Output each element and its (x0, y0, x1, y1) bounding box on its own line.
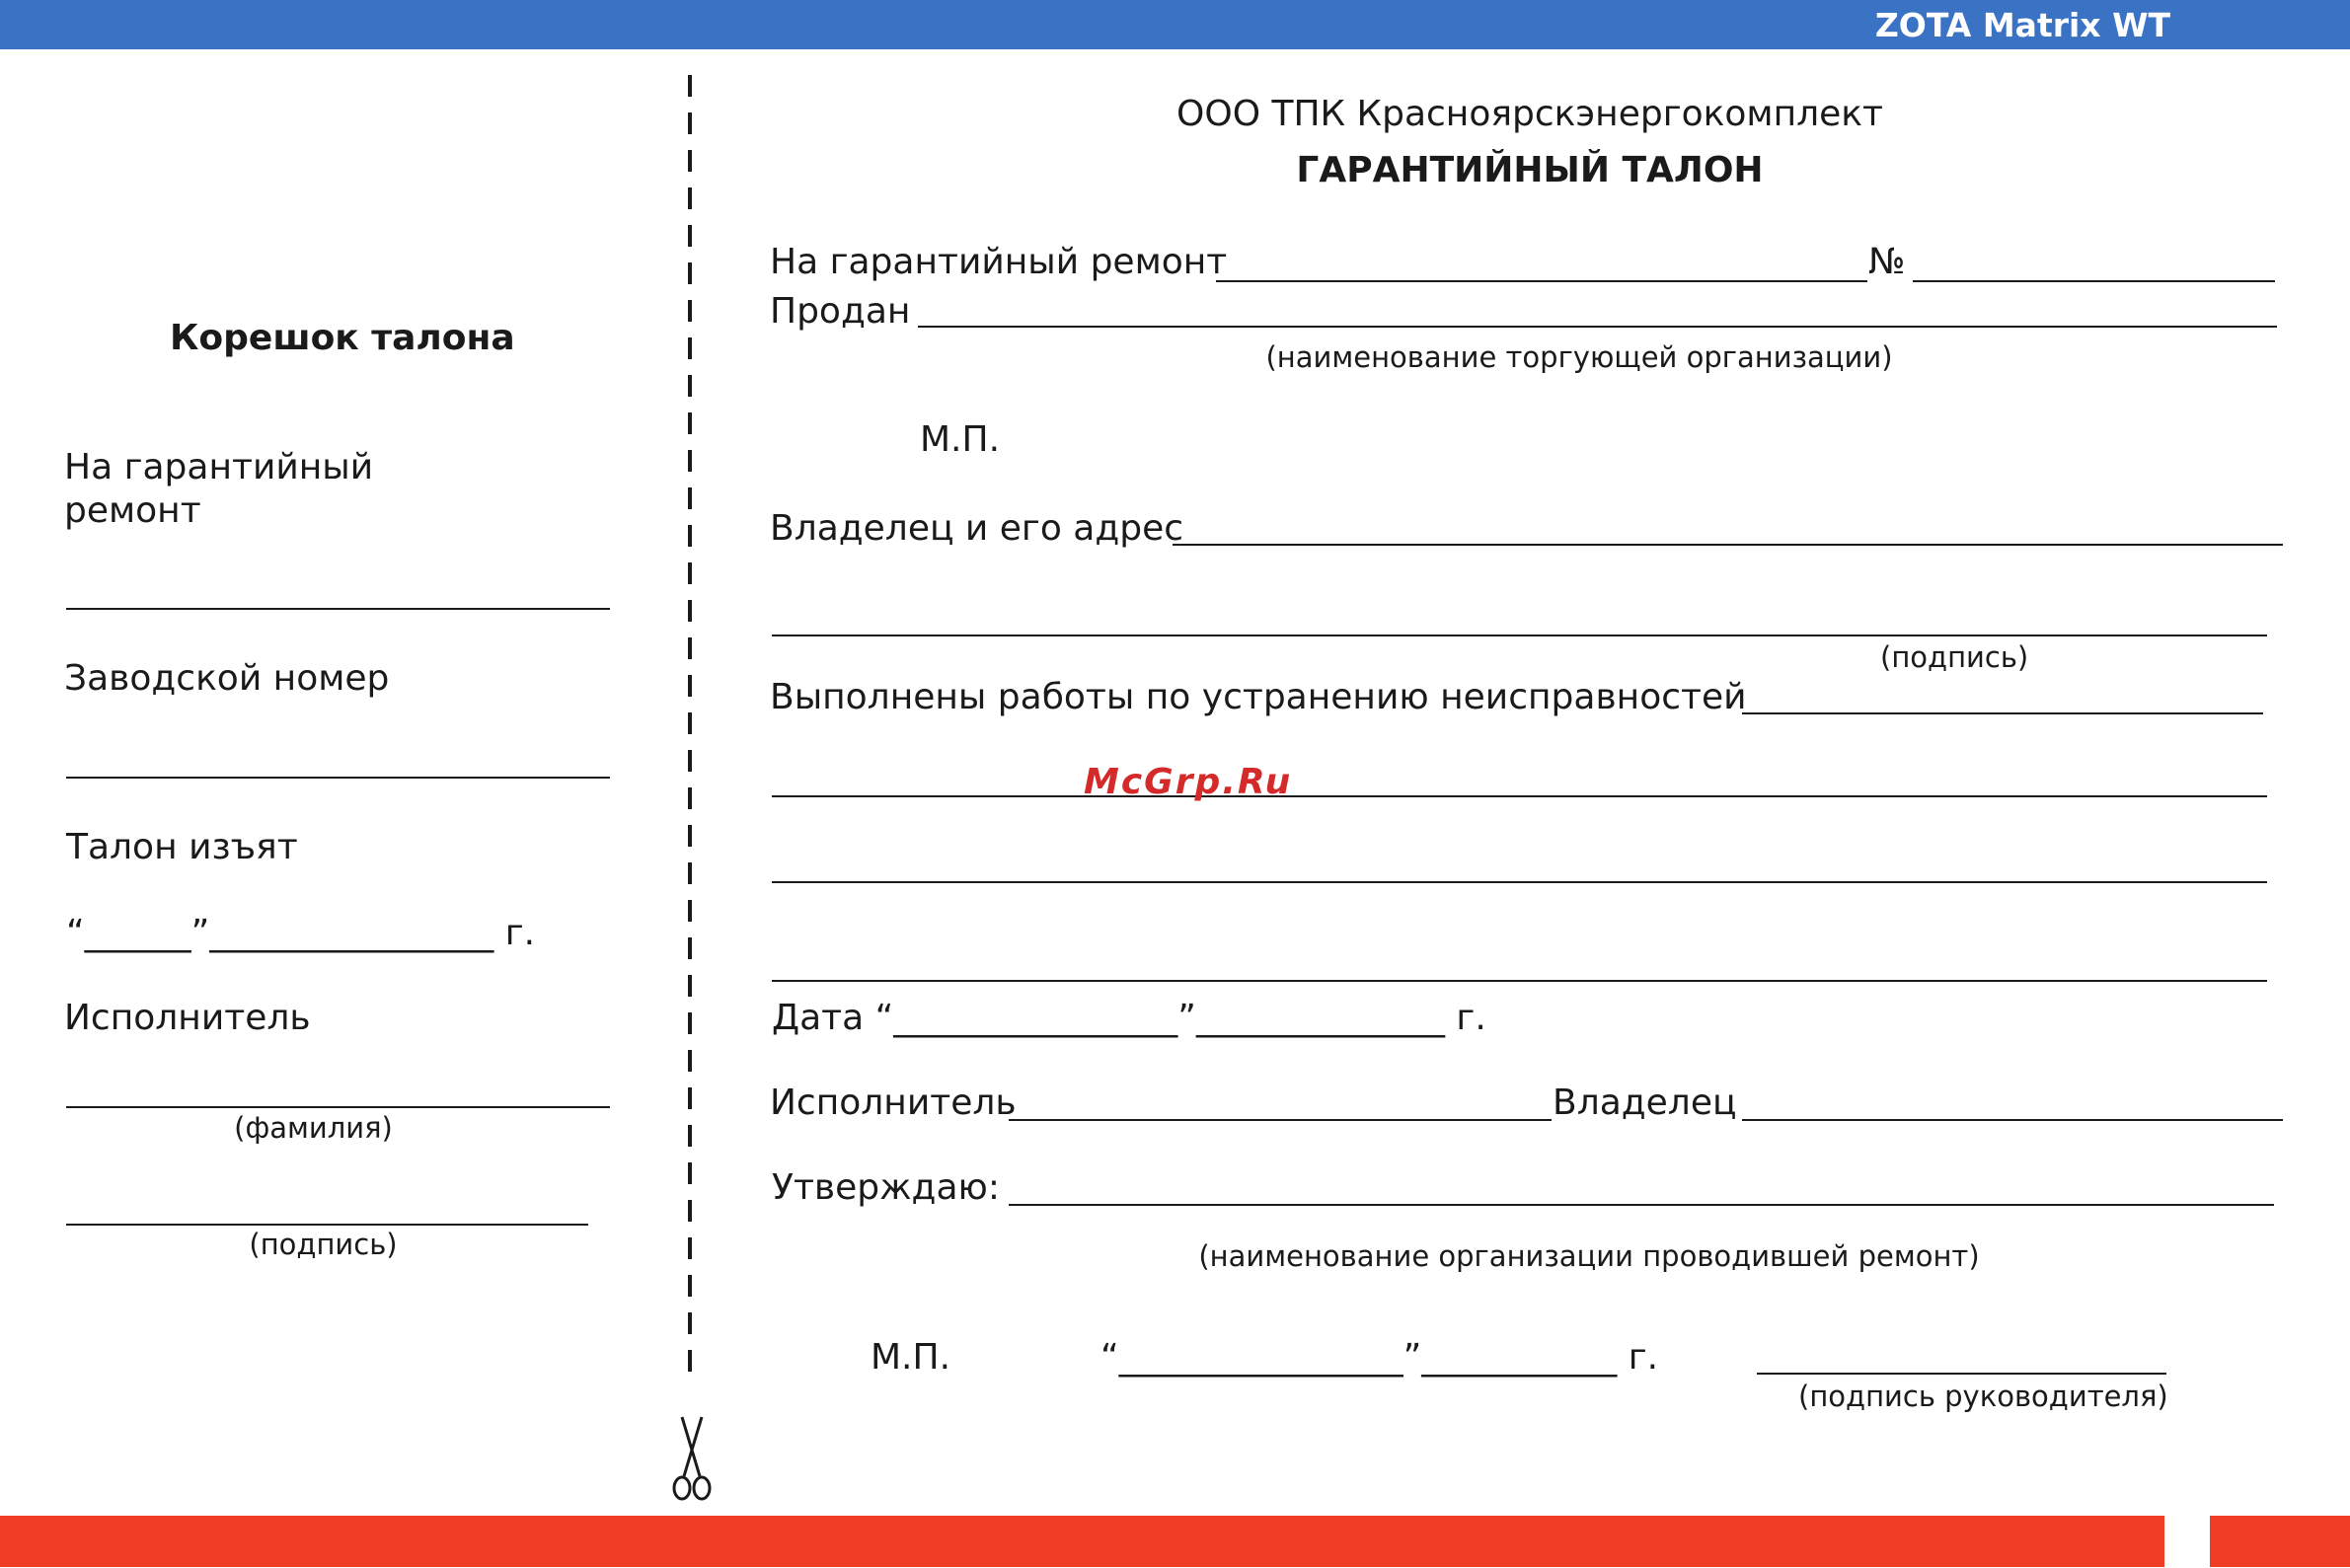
footer-bar-end (2210, 1516, 2350, 1567)
sold-label: Продан (770, 291, 911, 332)
stub-title: Корешок талона (170, 318, 515, 358)
owner-field[interactable] (1173, 544, 2283, 546)
executor-label: Исполнитель (770, 1083, 1017, 1123)
approve-date-line[interactable]: “________________”___________ г. (1100, 1337, 1659, 1378)
stub-withdrawn-date[interactable]: “______”________________ г. (66, 913, 536, 953)
works-label: Выполнены работы по устранению неисправностей (770, 677, 1747, 717)
works-field[interactable] (1742, 712, 2263, 714)
number-field[interactable] (1913, 280, 2275, 282)
footer-bar (0, 1516, 2164, 1567)
stub-executor-label: Исполнитель (64, 998, 311, 1038)
works-field-4[interactable] (772, 980, 2267, 982)
stamp-label-2: М.П. (871, 1337, 951, 1378)
owner-field-2[interactable] (772, 635, 2267, 636)
stamp-label: М.П. (920, 419, 1001, 460)
owner-short-label: Владелец (1553, 1083, 1737, 1123)
owner-short-field[interactable] (1742, 1119, 2283, 1121)
repair-label: На гарантийный ремонт (770, 242, 1228, 282)
stub-withdrawn-label: Талон изъят (66, 827, 298, 867)
stub-surname-caption: (фамилия) (234, 1111, 393, 1145)
repair-org-caption: (наименование организации проводившей ремонт) (1198, 1239, 1980, 1273)
stub-signature-field[interactable] (66, 1224, 588, 1226)
works-field-3[interactable] (772, 881, 2267, 883)
coupon-org: ООО ТПК Красноярскэнергокомплект (1176, 94, 1883, 134)
repair-field[interactable] (1216, 280, 1867, 282)
stub-serial-label: Заводской номер (64, 658, 390, 699)
approve-field[interactable] (1009, 1204, 2274, 1206)
cut-line (688, 75, 692, 1382)
date-line[interactable]: Дата “________________”______________ г. (772, 998, 1486, 1038)
head-signature-caption: (подпись руководителя) (1798, 1380, 2168, 1413)
head-signature-field[interactable] (1757, 1373, 2166, 1375)
executor-field[interactable] (1009, 1119, 1552, 1121)
number-label: № (1868, 242, 1906, 282)
stub-surname-field[interactable] (66, 1106, 610, 1108)
owner-label: Владелец и его адрес (770, 508, 1184, 549)
scissors-icon (671, 1415, 713, 1502)
owner-signature-caption: (подпись) (1880, 640, 2029, 674)
approve-label: Утверждаю: (772, 1167, 1000, 1208)
brand-title: ZOTA Matrix WT (1874, 6, 2170, 44)
stub-repair-label: На гарантийный (64, 447, 374, 487)
sold-field[interactable] (918, 326, 2277, 328)
works-field-2[interactable] (772, 795, 2267, 797)
coupon-title: ГАРАНТИЙНЫЙ ТАЛОН (1296, 150, 1764, 190)
stub-serial-field[interactable] (66, 777, 610, 779)
stub-repair-label-2: ремонт (64, 490, 201, 531)
seller-caption: (наименование торгующей организации) (1265, 340, 1893, 374)
watermark: McGrp.Ru (1084, 762, 1293, 802)
stub-signature-caption: (подпись) (249, 1228, 398, 1261)
stub-repair-field[interactable] (66, 608, 610, 610)
